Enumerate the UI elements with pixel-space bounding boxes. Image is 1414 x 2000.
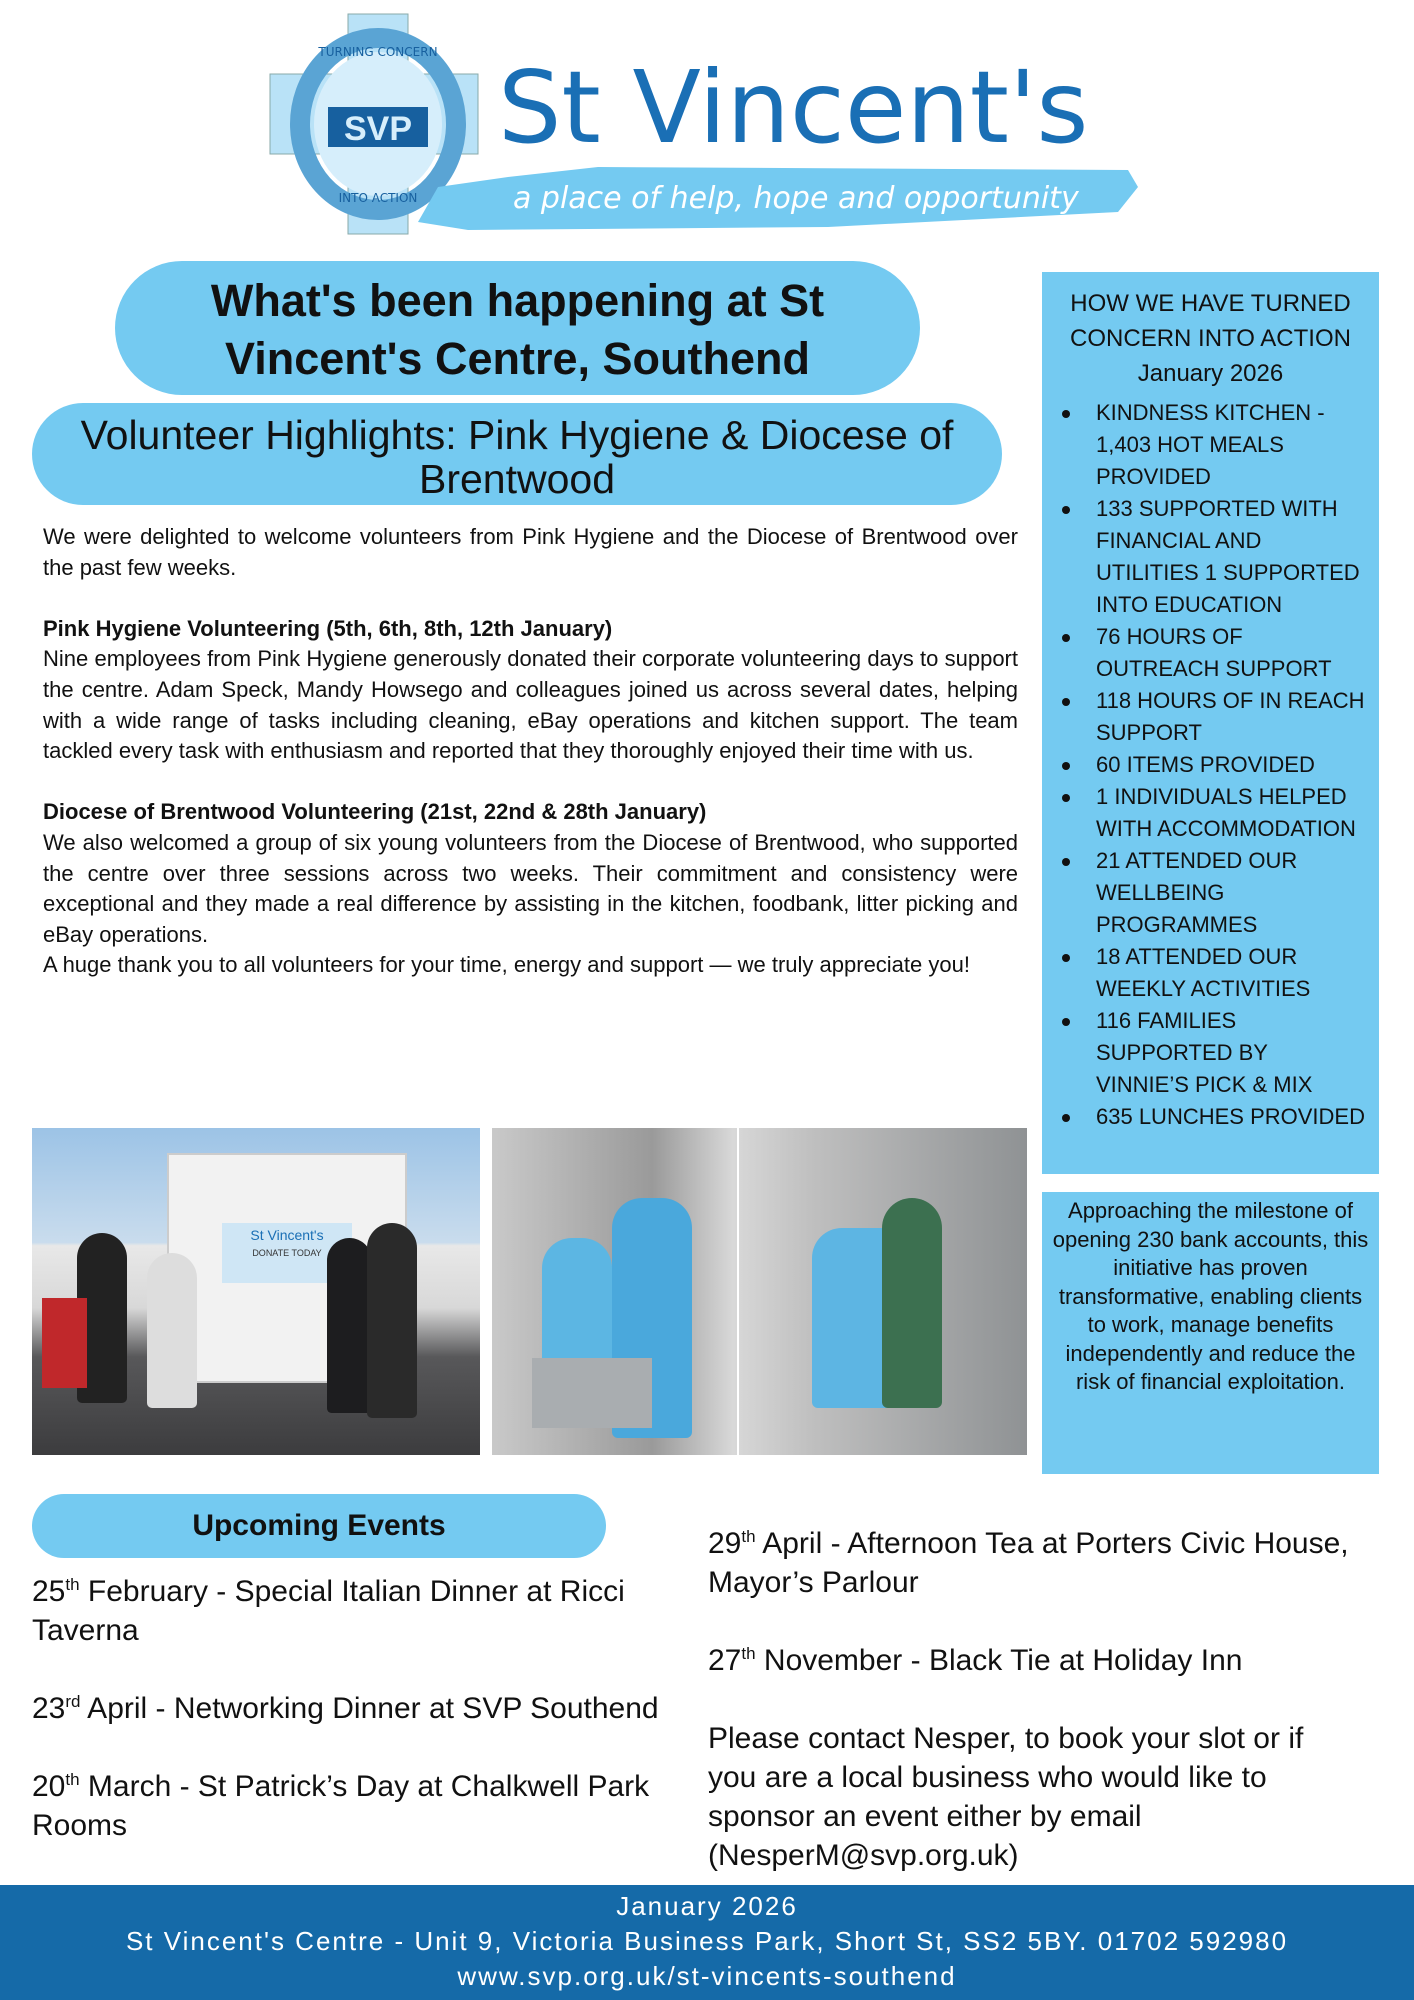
event-day: 25 xyxy=(32,1575,66,1608)
svg-text:a place of help, hope and oppo: a place of help, hope and opportunity xyxy=(513,181,1079,216)
section1-body: Nine employees from Pink Hygiene generously donated their corporate volunteering days to support the centre. Adam Speck, Mandy Howsego and colleagues joined us across several dates, helping with a wide range of tasks including cleaning, eBay operations and kitchen support. The team tackled every task with enthusiasm and reported that they thoroughly enjoyed their time with us. xyxy=(43,646,1018,764)
event-day-suffix: th xyxy=(65,1770,80,1789)
stats-heading: HOW WE HAVE TURNED CONCERN INTO ACTION January 2026 xyxy=(1070,290,1351,387)
event-text: February - Special Italian Dinner at Ricci Taverna xyxy=(32,1575,625,1647)
event-day-suffix: th xyxy=(741,1644,756,1663)
events-left-column xyxy=(32,1572,672,1884)
footer-address: St Vincent's Centre - Unit 9, Victoria Business Park, Short St, SS2 5BY. 01702 592980 xyxy=(125,1926,1289,1956)
stat-item: 18 ATTENDED OUR WEEKLY ACTIVITIES xyxy=(1056,941,1365,1005)
event-item xyxy=(32,1767,672,1845)
st-vincents-logo xyxy=(268,12,1148,237)
stat-item: 635 LUNCHES PROVIDED xyxy=(1056,1101,1365,1133)
milestone-note: Approaching the milestone of opening 230 bank accounts, this initiative has proven transformative, enabling clients to work, manage benefits independently and reduce the risk of financial exploitation. xyxy=(1042,1192,1379,1474)
footer-date: January 2026 xyxy=(616,1891,798,1921)
footer-website[interactable]: www.svp.org.uk/st-vincents-southend xyxy=(457,1961,957,1991)
thanks-text: A huge thank you to all volunteers for your time, energy and support — we truly appreciate you! xyxy=(43,952,970,978)
event-day-suffix: th xyxy=(741,1527,756,1546)
event-text: April - Networking Dinner at SVP Southend xyxy=(80,1692,659,1725)
section1-heading: Pink Hygiene Volunteering (5th, 6th, 8th, 12th January) xyxy=(43,615,613,641)
event-text: November - Black Tie at Holiday Inn xyxy=(755,1644,1243,1677)
footer xyxy=(0,1885,1414,2000)
stat-item: 1 INDIVIDUALS HELPED WITH ACCOMMODATION xyxy=(1056,781,1365,845)
volunteers-photo-kitchen xyxy=(492,1128,1027,1455)
event-item xyxy=(32,1572,672,1650)
event-day-suffix: rd xyxy=(65,1692,81,1711)
wordmark: St Vincent's xyxy=(498,49,1089,166)
section2-body: We also welcomed a group of six young volunteers from the Diocese of Brentwood, who supported the centre over three sessions across two weeks. Their commitment and consistency were exceptional and they made a real difference by assisting in the kitchen, foodbank, litter picking and eBay operations. xyxy=(43,829,1018,947)
svg-text:SVP: SVP xyxy=(343,110,413,148)
svg-text:TURNING CONCERN: TURNING CONCERN xyxy=(318,45,438,59)
stat-item: 133 SUPPORTED WITH FINANCIAL AND UTILITIES 1 SUPPORTED INTO EDUCATION xyxy=(1056,493,1365,621)
volunteers-photo-outdoor: St Vincent's DONATE TODAY xyxy=(32,1128,480,1455)
svg-text:INTO ACTION: INTO ACTION xyxy=(338,191,418,205)
events-contact-text: Please contact Nesper, to book your slot or if you are a local business who would like to sponsor an event either by email (NesperM@svp.org.uk) xyxy=(708,1722,1304,1872)
stat-item: 60 ITEMS PROVIDED xyxy=(1056,749,1365,781)
event-text: April - Afternoon Tea at Porters Civic House, Mayor’s Parlour xyxy=(708,1527,1349,1599)
upcoming-events-heading: Upcoming Events xyxy=(32,1494,606,1558)
event-item xyxy=(708,1641,1358,1680)
event-day: 23 xyxy=(32,1692,66,1725)
stat-item: 76 HOURS OF OUTREACH SUPPORT xyxy=(1056,621,1365,685)
stat-item: 116 FAMILIES SUPPORTED BY VINNIE’S PICK & MIX xyxy=(1056,1005,1365,1101)
stat-item: 21 ATTENDED OUR WELLBEING PROGRAMMES xyxy=(1056,845,1365,941)
event-day-suffix: th xyxy=(65,1575,80,1594)
events-right-column xyxy=(708,1524,1358,1875)
stat-item: KINDNESS KITCHEN - 1,403 HOT MEALS PROVIDED xyxy=(1056,397,1365,493)
impact-stats-box xyxy=(1042,272,1379,1174)
stat-item: 118 HOURS OF IN REACH SUPPORT xyxy=(1056,685,1365,749)
stats-list xyxy=(1056,397,1365,1133)
event-day: 20 xyxy=(32,1770,66,1803)
event-day: 27 xyxy=(708,1644,742,1677)
page-title: What's been happening at St Vincent's Centre, Southend xyxy=(115,261,920,395)
intro-paragraph: We were delighted to welcome volunteers from Pink Hygiene and the Diocese of Brentwood over the past few weeks. xyxy=(43,524,1018,580)
event-item xyxy=(32,1689,672,1728)
event-text: March - St Patrick’s Day at Chalkwell Park Rooms xyxy=(32,1770,650,1842)
section2-heading: Diocese of Brentwood Volunteering (21st, 22nd & 28th January) xyxy=(43,799,707,825)
event-day: 29 xyxy=(708,1527,742,1560)
article-body xyxy=(43,522,1018,981)
section-subtitle: Volunteer Highlights: Pink Hygiene & Diocese of Brentwood xyxy=(32,403,1002,505)
event-item xyxy=(708,1524,1358,1602)
